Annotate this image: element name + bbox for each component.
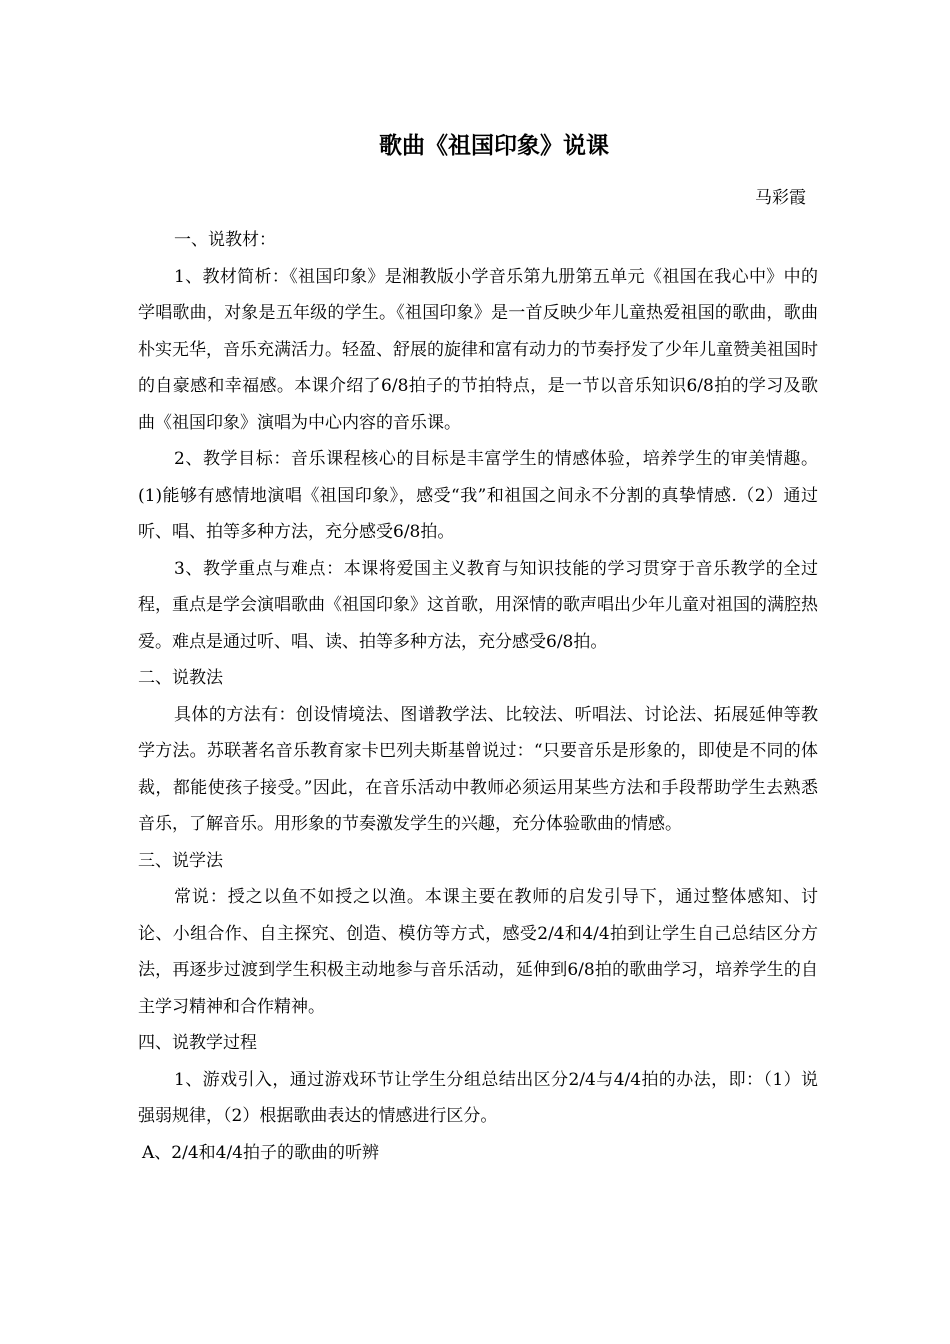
paragraph-item-a: A、2/4和4/4拍子的歌曲的听辨 bbox=[142, 1142, 379, 1163]
section-heading-teaching-method: 二、说教法 bbox=[138, 668, 223, 688]
section-heading-teaching-material: 一、说教材： bbox=[174, 230, 276, 250]
author-name: 马彩霞 bbox=[755, 188, 806, 208]
section-heading-learning-method: 三、说学法 bbox=[138, 850, 223, 871]
paragraph-teaching-goals: 2、教学目标：音乐课程核心的目标是丰富学生的情感体验，培养学生的审美情趣。(1)能够有感情地演唱《祖国印象》，感受“我”和祖国之间永不分割的真挚情感.（2）通过听、唱、拍等多种方法，充分感受6/8拍。 bbox=[138, 449, 818, 542]
paragraph-learning-methods: 常说：授之以鱼不如授之以渔。本课主要在教师的启发引导下，通过整体感知、讨论、小组合作、自主探究、创造、模仿等方式，感受2/4和4/4拍到让学生自己总结区分方法，再逐步过渡到学生积极主动地参与音乐活动，延伸到6/8拍的歌曲学习，培养学生的自主学习精神和合作精神。 bbox=[138, 887, 818, 1017]
paragraph-material-analysis: 1、教材简析：《祖国印象》是湘教版小学音乐第九册第五单元《祖国在我心中》中的学唱歌曲，对象是五年级的学生。《祖国印象》是一首反映少年儿童热爱祖国的歌曲，歌曲朴实无华，音乐充满活力。轻盈、舒展的旋律和富有动力的节奏抒发了少年儿童赞美祖国时的自豪感和幸福感。本课介绍了6/8拍子的节拍特点，是一节以音乐知识6/8拍的学习及歌曲《祖国印象》演唱为中心内容的音乐课。 bbox=[138, 266, 818, 433]
paragraph-key-points: 3、教学重点与难点：本课将爱国主义教育与知识技能的学习贯穿于音乐教学的全过程，重点是学会演唱歌曲《祖国印象》这首歌，用深情的歌声唱出少年儿童对祖国的满腔热爱。难点是通过听、唱、读、拍等多种方法，充分感受6/8拍。 bbox=[138, 558, 818, 652]
document-body bbox=[138, 222, 818, 1171]
section-heading-teaching-process: 四、说教学过程 bbox=[138, 1033, 257, 1053]
paragraph-teaching-methods: 具体的方法有：创设情境法、图谱教学法、比较法、听唱法、讨论法、拓展延伸等教学方法。苏联著名音乐教育家卡巴列夫斯基曾说过：“只要音乐是形象的，即使是不同的体裁，都能使孩子接受。”因此，在音乐活动中教师必须运用某些方法和手段帮助学生去熟悉音乐，了解音乐。用形象的节奏激发学生的兴趣，充分体验歌曲的情感。 bbox=[138, 704, 818, 834]
document-title: 歌曲《祖国印象》说课 bbox=[379, 132, 609, 159]
paragraph-game-intro: 1、游戏引入，通过游戏环节让学生分组总结出区分2/4与4/4拍的办法，即：（1）说强弱规律，（2）根据歌曲表达的情感进行区分。 bbox=[138, 1069, 818, 1126]
